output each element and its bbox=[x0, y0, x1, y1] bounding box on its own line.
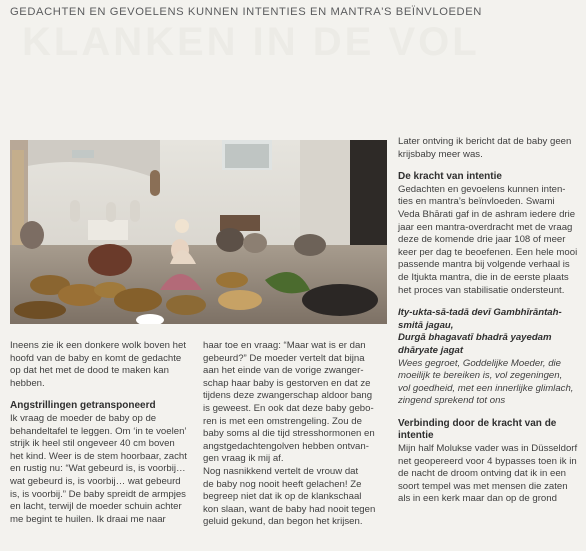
text-line: op dat het met de dood te maken kan bbox=[10, 365, 169, 377]
text-line: en lacht, terwijl de moeder schuin achter bbox=[10, 501, 182, 513]
column-2 bbox=[203, 340, 387, 529]
text-line: en rustig nu: “Wat gebeurd is, is voorbij… bbox=[10, 463, 186, 475]
text-line: geluid gekund, dan begon het krijsen. bbox=[203, 516, 363, 528]
text-line: zingend sprekend tot ons bbox=[398, 395, 506, 407]
text-line: de Itjukta mantra, die in de eerste plaats bbox=[398, 271, 569, 283]
text-line: deze de komende drie jaar 108 of meer bbox=[398, 234, 566, 246]
text-line: Veda Bhārati gaf in de ashram iedere drie bbox=[398, 208, 576, 220]
text-line: is geweest. En ook dat deze baby gebo- bbox=[203, 402, 374, 414]
text-line: haar toe en vraag: “Maar wat is er dan bbox=[203, 340, 366, 351]
paragraph-krijsbaby bbox=[398, 136, 584, 161]
text-line: hebben. bbox=[10, 377, 45, 389]
article-photo bbox=[10, 140, 387, 324]
text-line: Ineens zie ik een donkere wolk boven het bbox=[10, 340, 186, 351]
text-line: tijdens deze zwangerschap aldoor bang bbox=[203, 390, 373, 402]
text-line: Durgā bhagavatī bhadrā yayedam bbox=[398, 332, 552, 344]
text-line: Ity-ukta-sā-tadā devī Gambhīrāntah- bbox=[398, 307, 562, 319]
mantra-text bbox=[398, 307, 584, 357]
text-line: hoofd van de baby en komt de gedachte bbox=[10, 352, 182, 364]
text-line: keer per dag te beoefenen. Een hele mooi bbox=[398, 246, 578, 258]
text-line: de nacht de droom ontving dat ik in een bbox=[398, 468, 567, 480]
paragraph-intro bbox=[10, 340, 196, 390]
text-line: het proces van stabilisatie ondersteunt. bbox=[398, 284, 565, 296]
subheading-kracht-van-intentie: De kracht van intentie bbox=[398, 171, 502, 183]
text-line: Wees gegroet, Goddelijke Moeder, die bbox=[398, 357, 562, 369]
text-line: het kind. Weer is de stem hoorbaar, zacht bbox=[10, 450, 187, 462]
text-line: baby soms al die tijd stresshormonen en bbox=[203, 428, 375, 440]
text-line: krijsbaby meer was. bbox=[398, 148, 483, 160]
text-line: Later ontving ik bericht dat de baby geen bbox=[398, 136, 572, 147]
text-line: moeilijk te bereiken is, vol zegeningen, bbox=[398, 370, 563, 382]
text-line: begreep niet dat ik op de klankschaal bbox=[203, 491, 362, 503]
text-line: angstgedachtengolven hebben ontvan- bbox=[203, 440, 369, 452]
text-line: jaar een mantra-overdracht met de vraag bbox=[398, 221, 573, 233]
text-line: behandeltafel te leggen. Om ‘in te voelen’ bbox=[10, 425, 187, 437]
text-line: gebeurd?” De moeder vertelt dat bijna bbox=[203, 352, 365, 364]
text-line: Gedachten en gevoelens kunnen inten- bbox=[398, 183, 566, 195]
text-line: smitā jagau, bbox=[398, 319, 454, 331]
text-line: soort tempel was met mensen die zaten bbox=[398, 480, 568, 492]
chapel-singing-bowls-image bbox=[10, 140, 387, 324]
column-3 bbox=[398, 136, 584, 506]
paragraph-intentie bbox=[398, 184, 584, 297]
text-line: vol goedheid, met een innerlijke glimlach, bbox=[398, 382, 574, 394]
column-1 bbox=[10, 340, 196, 526]
paragraph-behandeling bbox=[10, 413, 196, 526]
text-line: Ik vraag de moeder de baby op de bbox=[10, 412, 157, 424]
subheading-verbinding: Verbinding door de kracht van de intentie bbox=[398, 417, 557, 442]
subheading-angstrillingen: Angstrillingen getransponeerd bbox=[10, 400, 156, 412]
ghost-title: KLANKEN IN DE VOL bbox=[22, 20, 480, 64]
text-line: als in een kerk maar dan op de grond bbox=[398, 493, 557, 505]
text-line: kon slaan, want de baby had nooit tegen bbox=[203, 503, 376, 515]
paragraph-moeder bbox=[203, 340, 387, 529]
text-line: Mijn half Molukse vader was in Düsseldorf bbox=[398, 443, 578, 455]
mantra-translation bbox=[398, 358, 584, 408]
text-line: is, is voorbij.” De baby spreidt de armpjes bbox=[10, 488, 186, 500]
text-line: gen vraag ik mij af. bbox=[203, 453, 284, 465]
running-title: GEDACHTEN EN GEVOELENS KUNNEN INTENTIES EN MANTRA'S BEÏNVLOEDEN bbox=[10, 6, 482, 18]
text-line: passende mantra bij volgende verhaal is bbox=[398, 259, 570, 271]
text-line: wat gebeurd is, is voorbij… wat gebeurd bbox=[10, 475, 181, 487]
text-line: me begint te huilen. Ik draai me naar bbox=[10, 513, 166, 525]
text-line: Nog nasnikkend vertelt de vrouw dat bbox=[203, 465, 359, 477]
text-line: aan het einde van de vorige zwanger- bbox=[203, 365, 364, 377]
text-line: ties en mantra’s beïnvloeden. Swami bbox=[398, 196, 555, 208]
text-line: ren is met een omstrengeling. Zou de bbox=[203, 415, 362, 427]
text-line: net geopereerd voor 4 bypasses toen ik in bbox=[398, 455, 577, 467]
paragraph-vader bbox=[398, 443, 584, 506]
text-line: dhāryate jagat bbox=[398, 344, 464, 356]
text-line: de baby nog nooit heeft gelachen! Ze bbox=[203, 478, 362, 490]
text-line: strijk ik heel stil ongeveer 40 cm boven bbox=[10, 438, 175, 450]
text-line: schap haar baby is gestorven en dat ze bbox=[203, 377, 371, 389]
